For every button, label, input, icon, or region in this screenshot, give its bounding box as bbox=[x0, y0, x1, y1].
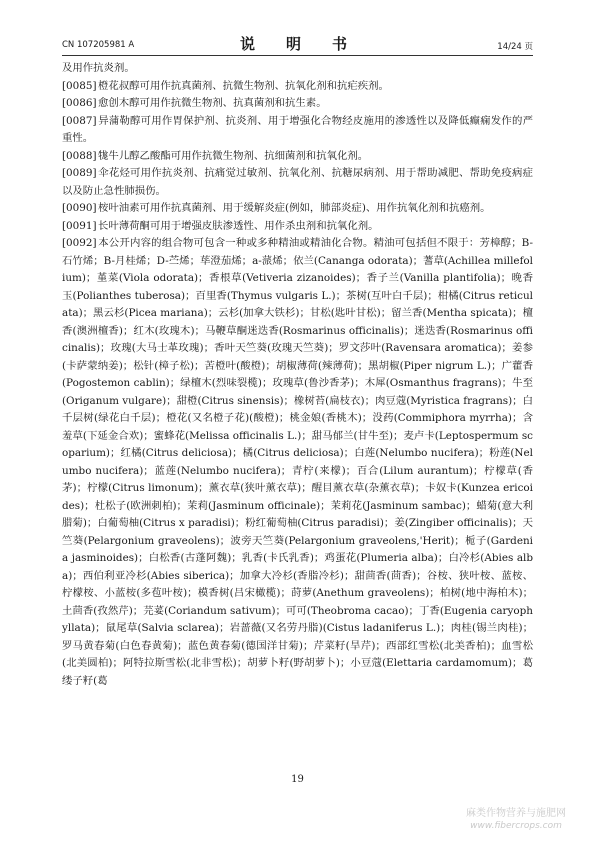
paragraph-text: 愈创木醇可用作抗微生物剂、抗真菌剂和抗生素。 bbox=[98, 97, 327, 109]
paragraph-number: [0087] bbox=[62, 114, 97, 127]
paragraph-number: [0089] bbox=[62, 167, 97, 179]
paragraph-text: 长叶薄荷酮可用于增强皮肤渗透性、用作杀虫剂和抗氧化剂。 bbox=[98, 219, 379, 232]
paragraph-text: 橙花叔醇可用作抗真菌剂、抗微生物剂、抗氧化剂和抗疟疾剂。 bbox=[98, 79, 389, 92]
page-indicator: 14/24 页 bbox=[497, 42, 533, 52]
paragraph-0092 bbox=[62, 235, 533, 690]
patent-number: CN 107205981 A bbox=[62, 40, 135, 50]
paragraph-0090 bbox=[62, 200, 533, 218]
paragraph-0086 bbox=[62, 95, 533, 113]
paragraph-text: 本公开内容的组合物可包含一种或多种精油或精油化合物。精油可包括但不限于：芳樟醇；B-石竹烯；B-月桂烯；D-苎烯；荜澄茄烯；a-蒎烯；依兰(Cananga odorata)；蓍草(Achillea millefolium)；堇菜(Viola odorata)；香根草(Vetiveria zizanoides)；香子兰(Vanilla plantifolia)；晚香玉(Polianthes tuberosa)；百里香(Thymus vulgaris L.)；茶树(互叶白千层)；柑橘(Citrus reticulata)；黑云杉(Picea mariana)；云杉(加拿大铁杉)；甘松(匙叶甘松)；留兰香(Mentha spicata)；檀香(澳洲檀香)；红木(玫瑰木)；马鞭草酮迷迭香(Rosmarinus officinalis)；迷迭香(Rosmarinus officinalis)；玫瑰(大马士革玫瑰)；香叶天竺葵(玫瑰天竺葵)；罗文莎叶(Ravensara aromatica)；姜参(卡萨蒙纳姜)；松针(樟子松)；苦橙叶(酸橙)；胡椒薄荷(辣薄荷)；黑胡椒(Piper nigrum L.)；广藿香(Pogostemon cablin)；绿檀木(烈味裂榄)；玫瑰草(鲁沙香茅)；木犀(Osmanthus fragrans)；牛至(Origanum vulgare)；甜橙(Citrus sinensis)；橡树苔(扁枝衣)；肉豆蔻(Myristica fragrans)；白千层树(绿花白千层)；橙花(又名橙子花)(酸橙)；桃金娘(香桃木)；没药(Commiphora myrrha)；含羞草(下延金合欢)；蜜蜂花(Melissa officinalis L.)；甜马郁兰(甘牛至)；麦卢卡(Leptospermum scoparium)；红橘(Citrus deliciosa)；橘(Citrus deliciosa)；白莲(Nelumbo nucifera)；粉莲(Nelumbo nucifera)；蓝莲(Nelumbo nucifera)；青柠(来檬)；百合(Lilum aurantum)；柠檬草(香茅)；柠檬(Citrus limonum)；薰衣草(狭叶薰衣草)；醒目薰衣草(杂薰衣草)；卡奴卡(Kunzea ericoides)；杜松子(欧洲刺柏)；茉莉(Jasminum officinale)；茉莉花(Jasminum sambac)；蜡菊(意大利腊菊)；白葡萄柚(Citrus x paradisi)；粉红葡萄柚(Citrus paradisi)；姜(Zingiber officinalis)；天竺葵(Pelargonium graveolens)；波旁天竺葵(Pelargonium graveolens,'Herit)；栀子(Gardenia jasminoides)；白松香(古蓬阿魏)；乳香(卡氏乳香)；鸡蛋花(Plumeria alba)；白冷杉(Abies alba)；西伯利亚冷杉(Abies siberica)；加拿大冷杉(香脂冷杉)；甜茴香(茴香)；谷桉、狭叶桉、蓝桉、柠檬桉、小蓝桉(多苞叶桉)；模香树(吕宋橄榄)；莳萝(Anethum graveolens)；柏树(地中海柏木)；土茴香(孜然芹)；芫荽(Coriandum sativum)；可可(Theobroma cacao)；丁香(Eugenia caryophyllata)；鼠尾草(Salvia sclarea)；岩蔷薇(又名劳丹脂)(Cistus ladaniferus L.)；肉桂(锡兰肉桂)；罗马黄春菊(白色春黄菊)；蓝色黄春菊(德国洋甘菊)；芹菜籽(旱芹)；西部红雪松(北美香柏)；血雪松(北美圆柏)；阿特拉斯雪松(北非雪松)；胡萝卜籽(野胡萝卜)；小豆蔻(Elettaria cardamomum)；葛缕子籽(葛 bbox=[62, 237, 533, 687]
paragraph-0091 bbox=[62, 218, 533, 236]
watermark bbox=[451, 807, 581, 832]
paragraph-continuation bbox=[62, 60, 533, 78]
paragraph-number: [0092] bbox=[62, 237, 97, 249]
paragraph-0089 bbox=[62, 165, 533, 200]
page-number: 19 bbox=[291, 774, 304, 785]
paragraph-number: [0091] bbox=[62, 219, 97, 232]
watermark-site-name: 麻类作物营养与施肥网 bbox=[466, 808, 566, 819]
paragraph-0088 bbox=[62, 148, 533, 166]
paragraph-0085 bbox=[62, 78, 533, 96]
paragraph-text: 牻牛儿醇乙酸酯可用作抗微生物剂、抗细菌剂和抗氧化剂。 bbox=[98, 149, 369, 162]
document-title: 说 明 书 bbox=[239, 35, 355, 53]
paragraph-number: [0085] bbox=[62, 79, 97, 92]
paragraph-number: [0088] bbox=[62, 149, 97, 162]
watermark-url: www.fibercrops.com bbox=[470, 821, 562, 831]
paragraph-text: 伞花烃可用作抗炎剂、抗痛觉过敏剂、抗氧化剂、抗糖尿病剂、用于帮助减肥、帮助免疫病症以及防止急性肺损伤。 bbox=[62, 167, 533, 197]
paragraph-text: 桉叶油素可用作抗真菌剂、用于缓解炎症(例如，肺部炎症)、用作抗氧化剂和抗癌剂。 bbox=[98, 202, 491, 214]
paragraph-text: 及用作抗炎剂。 bbox=[62, 62, 135, 74]
paragraph-0087 bbox=[62, 113, 533, 148]
document-body bbox=[62, 60, 533, 690]
paragraph-text: 异蒲勒醇可用作胃保护剂、抗炎剂、用于增强化合物经皮施用的渗透性以及降低癫痫发作的严重性。 bbox=[62, 114, 533, 144]
paragraph-number: [0090] bbox=[62, 202, 97, 214]
header-divider bbox=[62, 55, 533, 56]
paragraph-number: [0086] bbox=[62, 97, 97, 109]
